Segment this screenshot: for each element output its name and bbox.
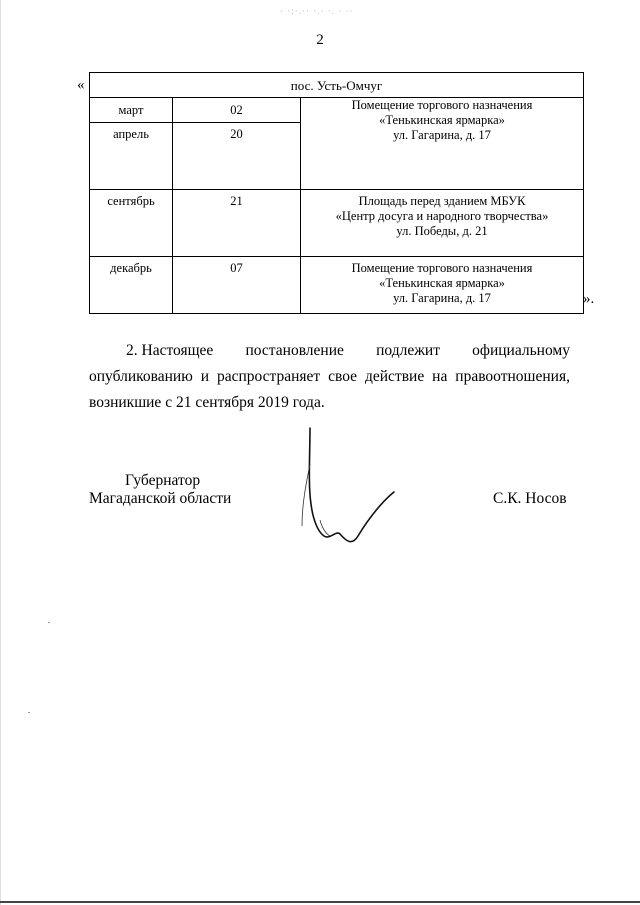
paragraph-word: подлежит xyxy=(376,342,440,359)
venue-line: Площадь перед зданием МБУК xyxy=(358,194,526,208)
venue-line: ул. Победы, д. 21 xyxy=(396,224,488,238)
paragraph-word: официальному xyxy=(472,342,570,359)
paragraph-word: действие xyxy=(365,368,425,385)
day-cell xyxy=(173,190,301,257)
scan-speck xyxy=(48,622,50,623)
scan-speck xyxy=(28,712,30,713)
paragraph-word: 2. Настоящее xyxy=(126,342,214,359)
opening-quote: « xyxy=(77,77,85,93)
venue-line: Помещение торгового назначения xyxy=(351,98,533,112)
scan-bottom-edge xyxy=(0,901,640,903)
venue-cell xyxy=(301,257,584,314)
paragraph-line-2 xyxy=(89,364,570,390)
day-label: 20 xyxy=(230,127,243,141)
table-row xyxy=(90,190,584,257)
table-header-row xyxy=(90,73,584,98)
venue-text xyxy=(301,257,583,306)
handwritten-signature xyxy=(296,424,406,550)
paragraph-line-3: возникшие с 21 сентября 2019 года. xyxy=(89,394,325,411)
scan-edge xyxy=(0,0,1,905)
month-cell: март xyxy=(90,98,173,123)
venue-line: ул. Гагарина, д. 17 xyxy=(393,291,491,305)
signatory-title-line-1: Губернатор xyxy=(125,472,201,489)
month-cell xyxy=(90,123,173,190)
day-cell: 02 xyxy=(173,98,301,123)
month-cell xyxy=(90,190,173,257)
month-label: апрель xyxy=(113,127,149,141)
day-cell xyxy=(173,123,301,190)
venue-cell xyxy=(301,98,584,190)
table-header: пос. Усть-Омчуг xyxy=(90,73,584,98)
venue-line: «Тенькинская ярмарка» xyxy=(379,276,505,290)
paragraph-word: и xyxy=(200,368,210,385)
signatory-name: С.К. Носов xyxy=(493,490,567,507)
venue-line: ул. Гагарина, д. 17 xyxy=(393,128,491,142)
month-label: сентябрь xyxy=(107,194,155,208)
paragraph-word: постановление xyxy=(245,342,344,359)
venue-line: «Центр досуга и народного творчества» xyxy=(335,209,549,223)
venue-cell xyxy=(301,190,584,257)
paragraph-word: на xyxy=(432,368,448,385)
schedule-table xyxy=(89,72,584,314)
page-number: 2 xyxy=(316,32,324,48)
scan-noise-mark: · ·:·.·· ·.· ·. · ·· xyxy=(280,6,354,16)
day-cell xyxy=(173,257,301,314)
venue-line: «Тенькинская ярмарка» xyxy=(379,113,505,127)
paragraph-word: опубликованию xyxy=(89,368,193,385)
paragraph-word: свое xyxy=(328,368,358,385)
month-label: декабрь xyxy=(110,261,152,275)
paragraph-word: распространяет xyxy=(216,368,321,385)
day-label: 07 xyxy=(230,261,243,275)
signatory-title-line-2: Магаданской области xyxy=(89,490,232,507)
day-label: 21 xyxy=(230,194,243,208)
closing-quote: ». xyxy=(583,291,595,307)
venue-text xyxy=(301,190,583,239)
month-cell xyxy=(90,257,173,314)
table-row xyxy=(90,98,584,123)
paragraph-line-1 xyxy=(126,338,570,364)
table-row xyxy=(90,257,584,314)
venue-line: Помещение торгового назначения xyxy=(351,261,533,275)
venue-text xyxy=(301,98,583,143)
paragraph-word: правоотношения, xyxy=(455,368,570,385)
